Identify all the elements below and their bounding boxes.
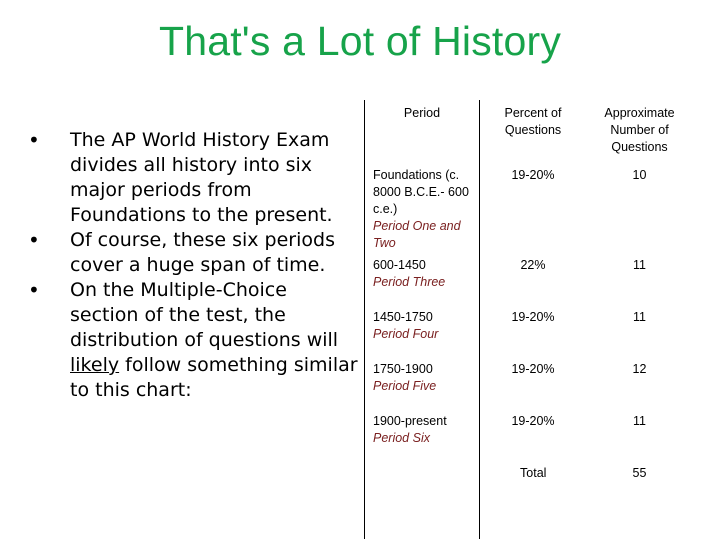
table-row <box>365 409 693 461</box>
bullet-item <box>28 278 358 403</box>
percent-cell: 22% <box>520 258 546 272</box>
number-cell: 10 <box>632 168 647 182</box>
header-period: Period <box>365 100 480 163</box>
table-total-row <box>365 461 693 539</box>
period-dates: Foundations (c. 8000 B.C.E.- 600 c.e.) <box>373 168 469 216</box>
header-number: Approximate Number of Questions <box>604 106 675 154</box>
period-name: Period Four <box>373 327 439 341</box>
bullet-text: On the Multiple-Choice section of the test, the distribution of questions will <box>70 279 339 351</box>
bullet-text: follow something similar to this chart: <box>70 354 358 401</box>
table-row <box>365 163 693 253</box>
table-header-row <box>365 100 693 163</box>
number-cell: 11 <box>633 414 646 428</box>
bullet-item <box>28 128 358 228</box>
period-cell <box>365 357 480 409</box>
period-cell <box>365 253 480 305</box>
slide-title: That's a Lot of History <box>158 18 562 64</box>
period-dates: 600-1450 <box>373 258 426 272</box>
period-cell <box>365 163 480 253</box>
period-cell <box>365 409 480 461</box>
percent-cell: 19-20% <box>511 310 555 324</box>
percent-cell: 19-20% <box>511 414 555 428</box>
percent-cell: 19-20% <box>511 168 555 182</box>
total-empty-cell <box>365 461 480 539</box>
header-percent: Percent of Questions <box>504 106 562 137</box>
period-dates: 1900-present <box>373 414 447 428</box>
period-dates: 1750-1900 <box>373 362 433 376</box>
bullet-item <box>28 228 358 278</box>
table-row <box>365 357 693 409</box>
bullet-text: Of course, these six periods cover a huge span of time. <box>70 229 335 276</box>
period-cell <box>365 305 480 357</box>
underlined-word: likely <box>70 354 120 376</box>
period-name: Period Six <box>373 431 430 445</box>
total-label: Total <box>520 466 547 480</box>
period-dates: 1450-1750 <box>373 310 433 324</box>
number-cell: 11 <box>633 258 646 272</box>
number-cell: 12 <box>632 362 647 376</box>
total-number: 55 <box>632 466 647 480</box>
period-name: Period Five <box>373 379 437 393</box>
number-cell: 11 <box>633 310 646 324</box>
table-row <box>365 305 693 357</box>
table-row <box>365 253 693 305</box>
percent-cell: 19-20% <box>511 362 555 376</box>
bullet-text: The AP World History Exam divides all history into six major periods from Foundations to the present. <box>70 129 333 226</box>
question-distribution-table <box>364 100 693 539</box>
period-name: Period Three <box>373 275 446 289</box>
period-name: Period One and Two <box>373 219 461 250</box>
bullet-list <box>28 128 358 403</box>
